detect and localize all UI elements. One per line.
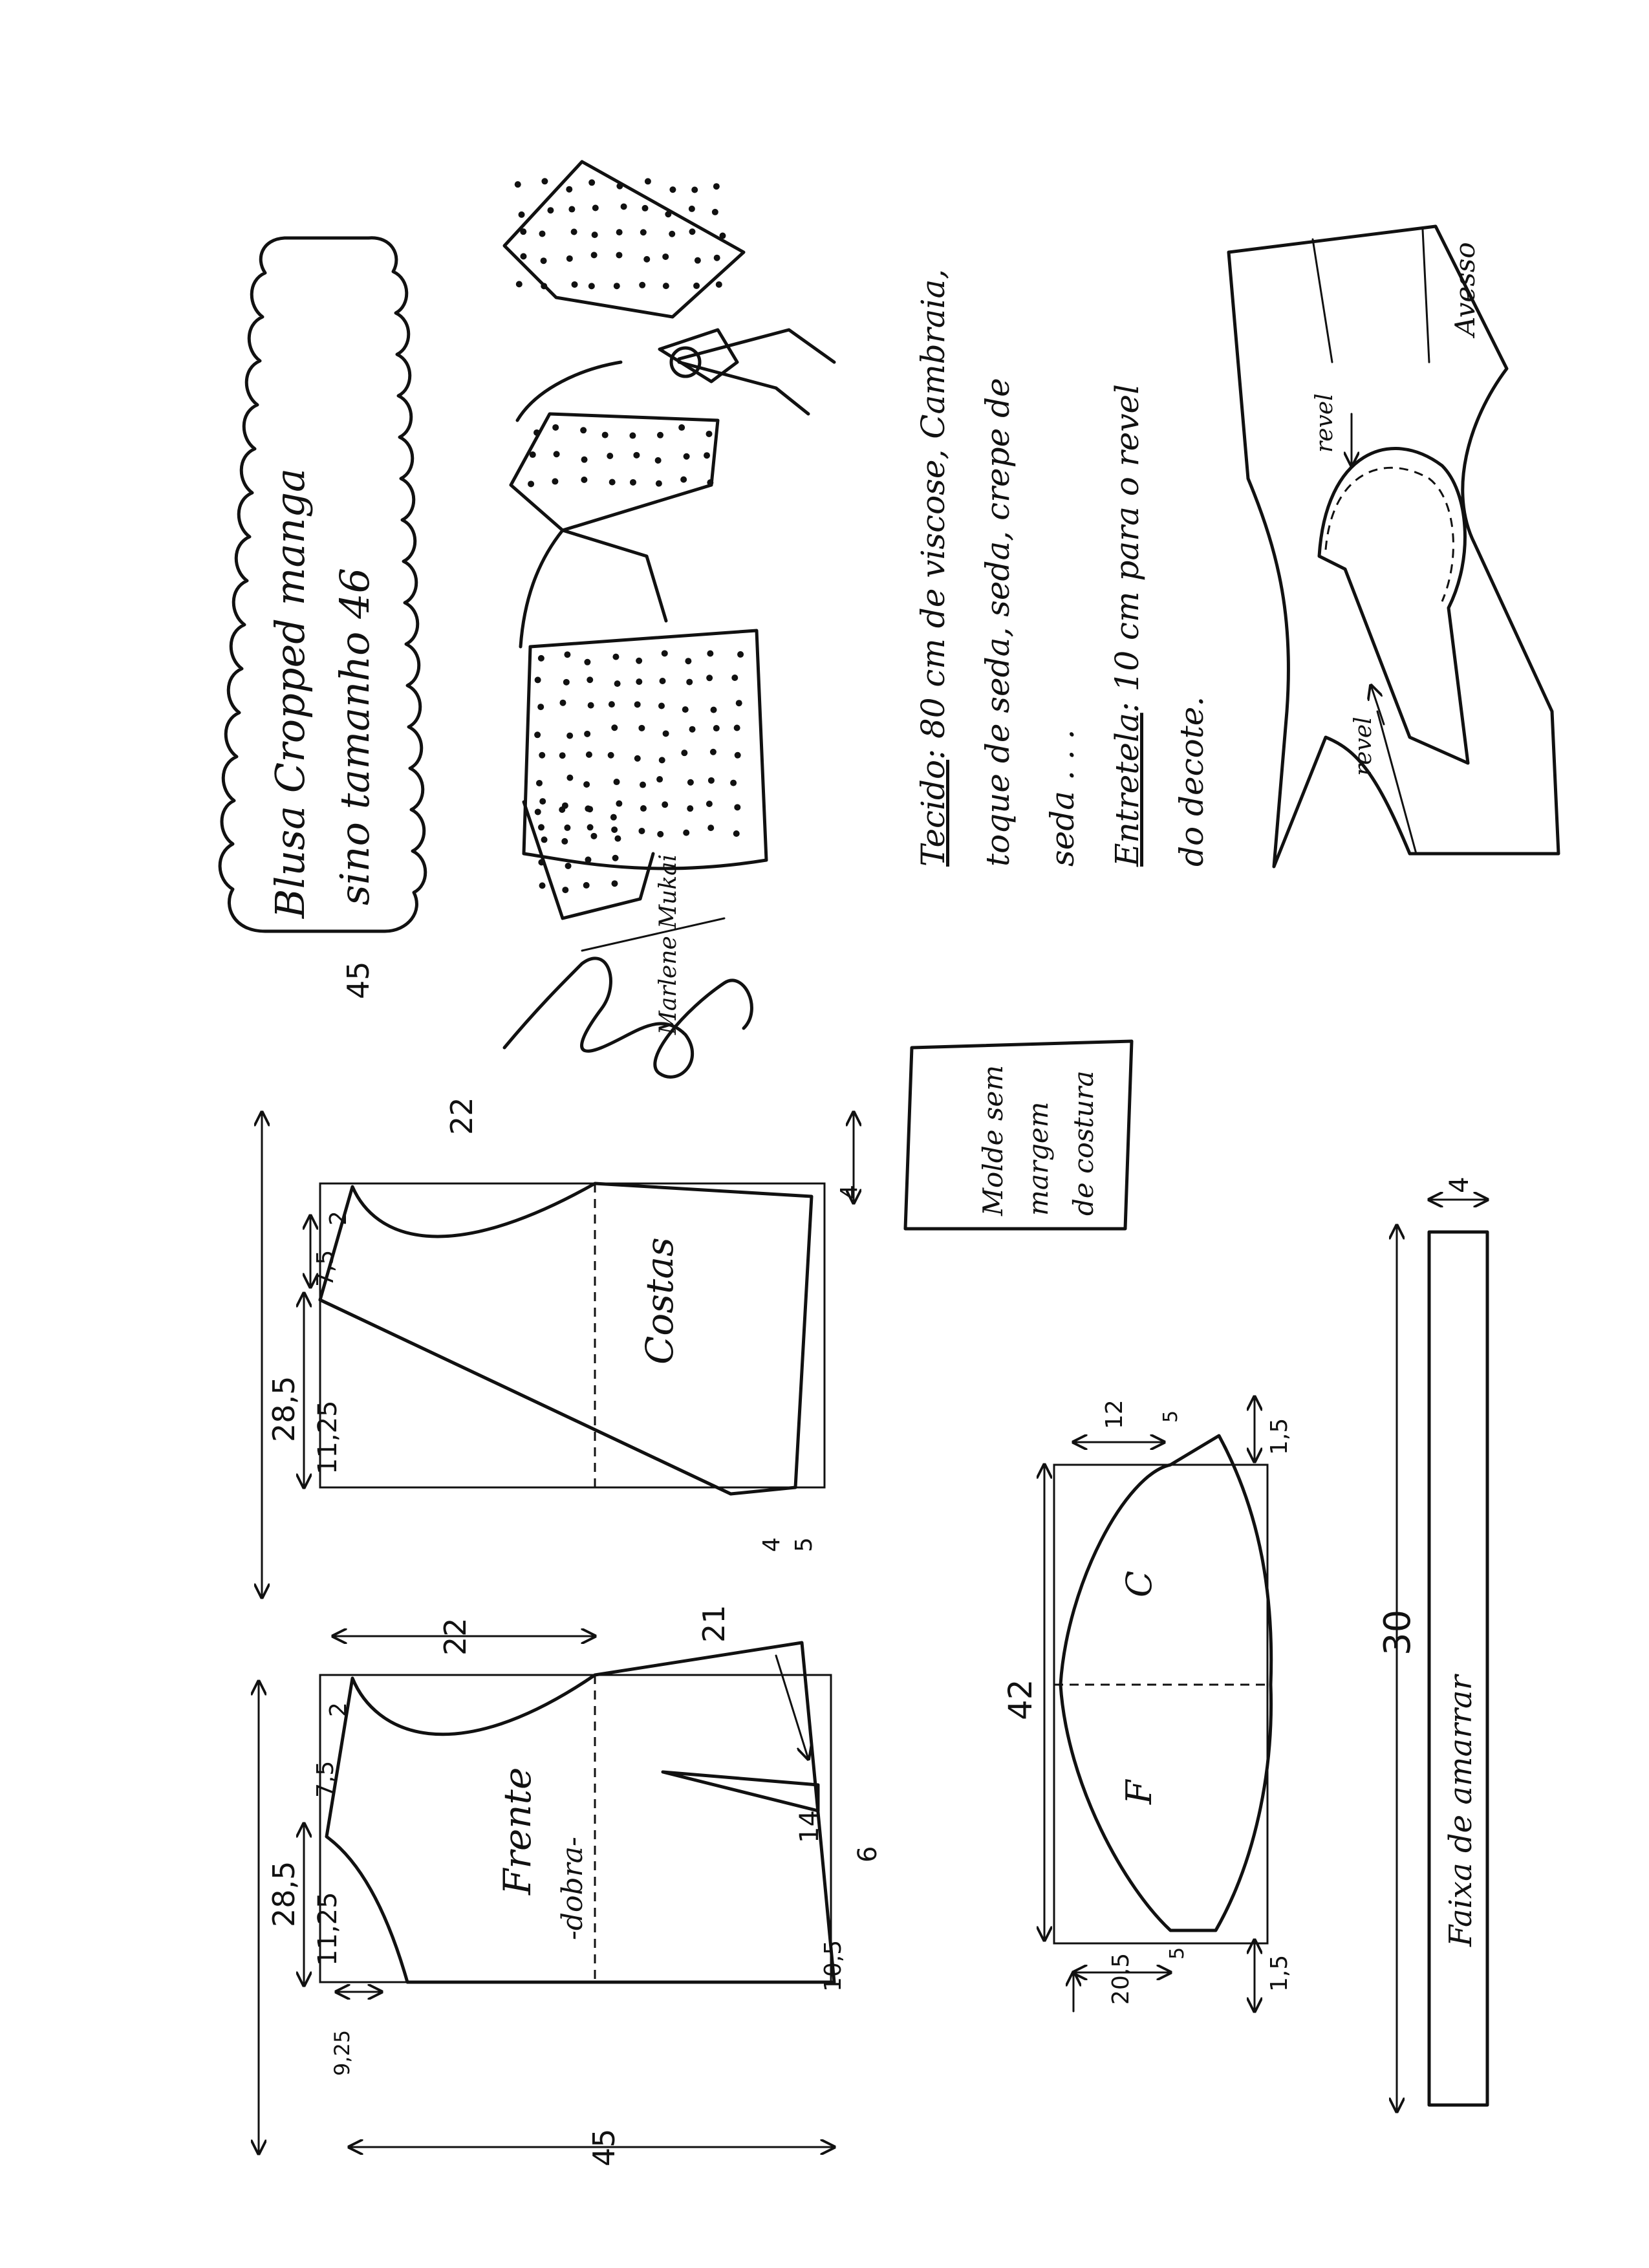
polka-dot bbox=[538, 859, 544, 865]
back-piece-label: Costas bbox=[638, 1237, 682, 1365]
back-shoulder-rise: 4 bbox=[836, 1185, 863, 1200]
polka-dot bbox=[737, 651, 744, 658]
polka-dot bbox=[680, 476, 687, 482]
polka-dot bbox=[707, 825, 714, 831]
polka-dot bbox=[534, 429, 540, 436]
polka-dot bbox=[552, 478, 558, 484]
sleeve-back-label: C bbox=[1119, 1570, 1159, 1597]
polka-dot bbox=[657, 831, 663, 837]
front-pattern-piece bbox=[259, 1604, 883, 2166]
polka-dot bbox=[584, 659, 590, 665]
polka-dot bbox=[640, 805, 647, 812]
fold-label: -dobra- bbox=[556, 1837, 589, 1940]
sleeve-cap-top: 12 bbox=[1101, 1399, 1128, 1429]
polka-dot bbox=[566, 186, 572, 193]
polka-dot bbox=[638, 828, 645, 834]
neck-facing-detail bbox=[1229, 226, 1558, 867]
title-line2: sino tamanho 46 bbox=[331, 567, 378, 905]
sleeve-cap-top-tiny: 5 bbox=[1159, 1410, 1182, 1423]
polka-dot bbox=[689, 726, 696, 733]
polka-dot bbox=[616, 229, 623, 235]
revel-label-top: revel bbox=[1311, 393, 1338, 453]
polka-dot bbox=[530, 451, 536, 458]
polka-dot bbox=[693, 283, 700, 289]
polka-dot bbox=[662, 650, 668, 656]
polka-dot bbox=[669, 231, 675, 237]
polka-dot bbox=[559, 752, 566, 759]
tie-band-length: 30 bbox=[1377, 1609, 1419, 1656]
polka-dot bbox=[608, 752, 614, 759]
polka-dot bbox=[640, 229, 647, 235]
polka-dot bbox=[559, 700, 566, 706]
polka-dot bbox=[566, 255, 573, 262]
sleeve-cap-bottom: 20,5 bbox=[1108, 1952, 1134, 2005]
polka-dot bbox=[566, 775, 573, 781]
title-line1: Blusa Cropped manga bbox=[266, 468, 314, 918]
inside-label: Avesso bbox=[1449, 242, 1481, 336]
polka-dot bbox=[704, 452, 710, 459]
polka-dot bbox=[636, 678, 642, 685]
polka-dot bbox=[535, 808, 541, 815]
polka-dot bbox=[541, 257, 547, 264]
polka-dot bbox=[689, 206, 695, 212]
polka-dot bbox=[658, 703, 665, 709]
polka-dot bbox=[614, 779, 620, 785]
polka-dot bbox=[614, 836, 621, 842]
polka-dot bbox=[633, 452, 640, 459]
sleeve-front-label: F bbox=[1119, 1780, 1159, 1804]
polka-dot bbox=[713, 183, 720, 189]
polka-dot bbox=[612, 654, 619, 660]
front-length-label: 28,5 bbox=[266, 1861, 301, 1927]
polka-dot bbox=[730, 780, 737, 786]
polka-dot bbox=[662, 801, 668, 808]
polka-dot bbox=[659, 757, 665, 763]
polka-dot bbox=[587, 806, 593, 812]
fabric-line3: seda . . . bbox=[1044, 729, 1081, 867]
polka-dot bbox=[640, 782, 646, 788]
polka-dot bbox=[534, 731, 541, 738]
polka-dot bbox=[588, 702, 594, 709]
polka-dot bbox=[580, 427, 587, 433]
polka-dot bbox=[656, 776, 663, 783]
polka-dot bbox=[663, 283, 669, 289]
seam-note-line2: margem bbox=[1022, 1101, 1054, 1216]
polka-dot bbox=[541, 836, 548, 843]
polka-dot bbox=[538, 824, 544, 830]
sleeve-flare-top: 1,5 bbox=[1266, 1418, 1293, 1455]
polka-dot bbox=[691, 187, 698, 193]
front-dart-width: 6 bbox=[853, 1846, 883, 1863]
polka-dot bbox=[539, 798, 546, 805]
polka-dot bbox=[588, 283, 595, 289]
polka-dot bbox=[520, 253, 526, 259]
polka-dot bbox=[708, 777, 715, 784]
back-upper-segment: 7,5 bbox=[312, 1249, 339, 1287]
polka-dot bbox=[665, 211, 671, 217]
front-neck-drop: 2 bbox=[325, 1702, 352, 1717]
polka-dot bbox=[719, 233, 726, 239]
sleeve-flare-bottom: 1,5 bbox=[1266, 1954, 1293, 1992]
polka-dot bbox=[566, 733, 573, 739]
front-shoulder-label: 21 bbox=[696, 1604, 731, 1643]
polka-dot bbox=[639, 282, 645, 288]
polka-dot bbox=[586, 751, 592, 758]
polka-dot bbox=[562, 887, 568, 893]
garment-illustration bbox=[504, 162, 834, 1077]
polka-dot bbox=[535, 676, 541, 683]
polka-dot bbox=[630, 479, 636, 486]
polka-dot bbox=[621, 203, 627, 210]
polka-dot bbox=[565, 863, 572, 869]
polka-dot bbox=[614, 283, 620, 289]
polka-dot bbox=[610, 814, 617, 821]
front-side-lower: 10,5 bbox=[820, 1939, 846, 1992]
fabric-line2: toque de seda, seda, crepe de bbox=[979, 378, 1017, 867]
tie-band-label: Faixa de amarrar bbox=[1443, 1675, 1479, 1947]
polka-dot bbox=[564, 651, 570, 658]
front-lower-segment: 11,25 bbox=[313, 1892, 343, 1966]
polka-dot bbox=[554, 451, 560, 457]
back-lower-segment: 11,25 bbox=[313, 1400, 343, 1474]
front-width-label: 45 bbox=[587, 2128, 621, 2166]
polka-dot bbox=[707, 651, 713, 657]
revel-label-bottom: revel bbox=[1350, 717, 1377, 776]
polka-dot bbox=[616, 183, 623, 189]
fabric-label: Tecido: 80 cm de viscose, Cambraia, bbox=[914, 268, 952, 867]
polka-dot bbox=[657, 432, 663, 438]
polka-dot bbox=[561, 838, 568, 845]
polka-dot bbox=[706, 801, 713, 807]
seam-note-line3: de costura bbox=[1068, 1070, 1099, 1216]
polka-dot bbox=[712, 209, 718, 215]
back-neck-width: 22 bbox=[444, 1097, 479, 1135]
polka-dot bbox=[547, 207, 554, 213]
polka-dot bbox=[713, 725, 720, 731]
polka-dot bbox=[716, 281, 722, 288]
front-side-depth: 14 bbox=[795, 1810, 824, 1843]
back-pattern-piece bbox=[262, 961, 863, 1597]
polka-dot bbox=[584, 731, 590, 737]
polka-dot bbox=[563, 679, 570, 686]
polka-dot bbox=[616, 801, 622, 807]
polka-dot bbox=[714, 255, 720, 261]
polka-dot bbox=[541, 178, 548, 184]
polka-dot bbox=[733, 830, 740, 837]
polka-dot bbox=[689, 228, 695, 235]
polka-dot bbox=[736, 700, 742, 706]
polka-dot bbox=[591, 252, 598, 258]
polka-dot bbox=[706, 675, 713, 681]
polka-dot bbox=[519, 211, 525, 218]
front-upper-segment: 7,5 bbox=[312, 1760, 339, 1798]
polka-dot bbox=[660, 678, 666, 684]
polka-dot bbox=[707, 479, 713, 486]
polka-dot bbox=[686, 679, 693, 686]
polka-dot bbox=[682, 706, 689, 713]
fabric-notes bbox=[914, 269, 1211, 867]
polka-dot bbox=[634, 755, 641, 762]
polka-dot bbox=[538, 655, 544, 662]
polka-dot bbox=[687, 805, 693, 812]
polka-dot bbox=[581, 457, 588, 463]
polka-dot bbox=[571, 228, 577, 235]
polka-dot bbox=[592, 232, 598, 238]
polka-dot bbox=[590, 833, 597, 839]
polka-dot bbox=[612, 855, 619, 861]
polka-dot bbox=[734, 804, 740, 810]
signature: Marlene Mukai bbox=[655, 854, 682, 1035]
polka-dot bbox=[581, 477, 587, 483]
polka-dot bbox=[515, 181, 521, 188]
polka-dot bbox=[587, 824, 594, 830]
polka-dot bbox=[695, 257, 701, 264]
polka-dot bbox=[572, 281, 578, 288]
polka-dot bbox=[611, 880, 618, 887]
back-hem-right: 5 bbox=[791, 1537, 817, 1552]
front-neck-width: 22 bbox=[438, 1617, 473, 1656]
polka-dot bbox=[609, 479, 616, 485]
polka-dot bbox=[683, 830, 689, 836]
polka-dot bbox=[731, 675, 738, 681]
polka-dot bbox=[687, 779, 694, 786]
polka-dot bbox=[636, 658, 642, 664]
polka-dot bbox=[681, 750, 687, 756]
polka-dot bbox=[656, 481, 662, 487]
polka-dot bbox=[642, 205, 649, 211]
polka-dot bbox=[614, 680, 621, 687]
front-hem-depth: 9,25 bbox=[330, 2029, 354, 2076]
title-cloud bbox=[220, 238, 426, 931]
polka-dot bbox=[516, 281, 523, 287]
sleeve-pattern-piece bbox=[1002, 1397, 1293, 2011]
polka-dot bbox=[583, 882, 590, 889]
polka-dot bbox=[711, 707, 717, 713]
polka-dot bbox=[585, 856, 591, 863]
polka-dot bbox=[634, 701, 641, 707]
polka-dot bbox=[588, 179, 595, 186]
polka-dot bbox=[629, 433, 636, 439]
polka-dot bbox=[539, 882, 546, 889]
polka-dot bbox=[528, 481, 534, 487]
polka-dot bbox=[559, 806, 565, 813]
back-width-label: 45 bbox=[341, 961, 376, 999]
polka-dot bbox=[616, 252, 622, 258]
polka-dot bbox=[568, 206, 575, 213]
polka-dot bbox=[609, 701, 615, 707]
polka-dot bbox=[520, 228, 526, 235]
interfacing-line2: do decote. bbox=[1173, 696, 1211, 867]
sleeve-cap-bottom-tiny: 5 bbox=[1166, 1947, 1189, 1960]
polka-dot bbox=[587, 676, 593, 683]
polka-dot bbox=[537, 704, 544, 710]
back-neck-drop: 2 bbox=[325, 1211, 352, 1226]
polka-dot bbox=[706, 431, 713, 437]
polka-dot bbox=[607, 453, 613, 459]
polka-dot bbox=[536, 780, 543, 786]
polka-dot bbox=[583, 781, 590, 788]
polka-dot bbox=[662, 254, 669, 260]
interfacing-note: Entretela: 10 cm para o revel bbox=[1108, 383, 1146, 867]
back-hem-left: 4 bbox=[759, 1537, 785, 1552]
front-piece-label: Frente bbox=[495, 1767, 539, 1895]
polka-dot bbox=[611, 826, 618, 833]
polka-dot bbox=[655, 457, 662, 464]
seam-note-line1: Molde sem bbox=[977, 1064, 1009, 1216]
polka-dot bbox=[643, 256, 650, 263]
polka-dot bbox=[710, 749, 717, 755]
polka-dot bbox=[541, 283, 547, 289]
polka-dot bbox=[638, 725, 645, 731]
polka-dot bbox=[685, 658, 691, 664]
polka-dot bbox=[539, 752, 545, 759]
tie-band-pattern-piece bbox=[1377, 1177, 1487, 2111]
polka-dot bbox=[611, 724, 618, 731]
polka-dot bbox=[684, 453, 690, 460]
polka-dot bbox=[552, 424, 559, 431]
seam-allowance-note bbox=[905, 1041, 1132, 1229]
polka-dot bbox=[669, 186, 676, 193]
polka-dot bbox=[592, 205, 599, 211]
polka-dot bbox=[539, 230, 545, 237]
polka-dot bbox=[735, 752, 741, 759]
polka-dot bbox=[663, 730, 669, 737]
polka-dot bbox=[734, 725, 740, 731]
sleeve-width-label: 42 bbox=[1002, 1679, 1039, 1720]
polka-dot bbox=[678, 424, 685, 431]
tie-band-width: 4 bbox=[1445, 1176, 1474, 1193]
polka-dot bbox=[645, 178, 651, 184]
polka-dot bbox=[602, 432, 609, 438]
polka-dot bbox=[564, 825, 570, 831]
back-length-label: 28,5 bbox=[266, 1376, 301, 1442]
